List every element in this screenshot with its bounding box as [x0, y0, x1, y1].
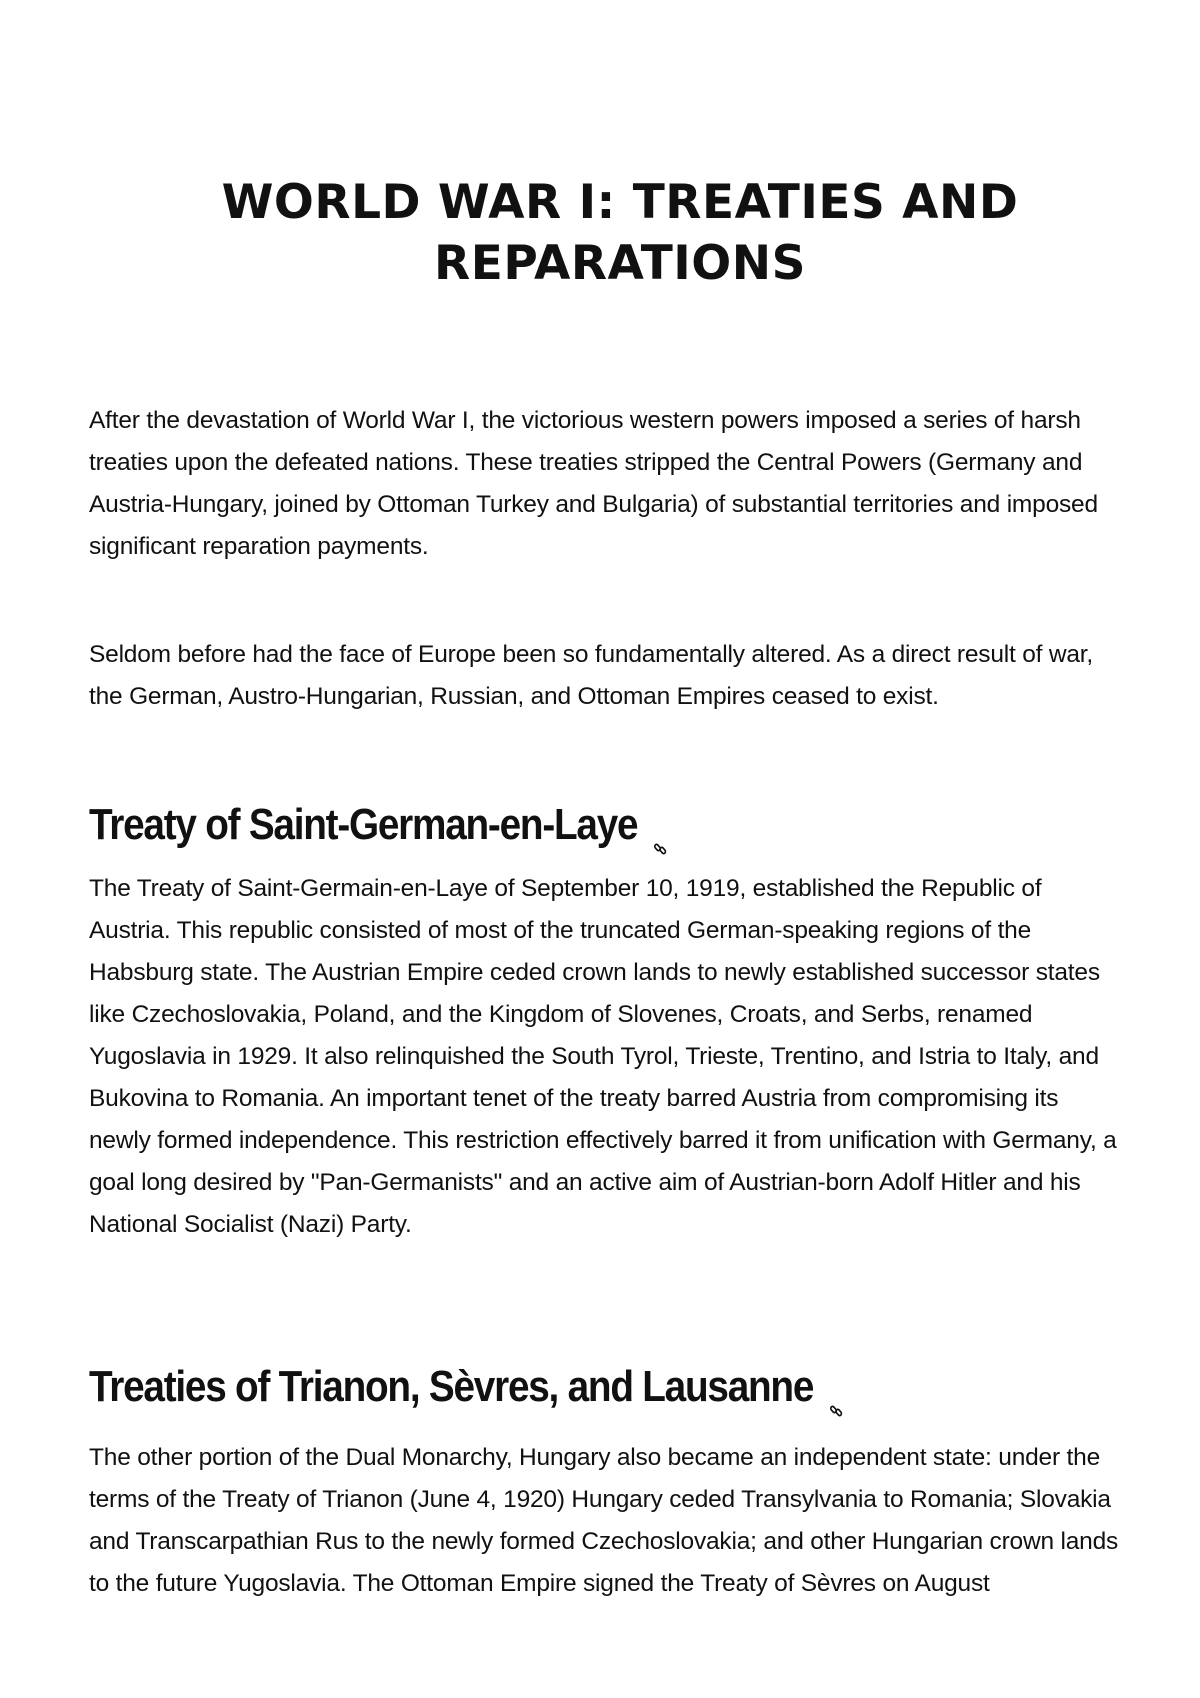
link-icon[interactable]: [829, 1377, 843, 1393]
section-paragraph-trianon: The other portion of the Dual Monarchy, Hungary also became an independent state: under the terms of the Treaty of Trianon (June 4, 1920) Hungary ceded Transylvania to Romania; Slovakia and Transcarpathian Rus to the newly formed Czechoslovakia; and other Hungarian crown lands to the future Yugoslavia. The Ottoman Empire signed the Treaty of Sèvres on August: [89, 1444, 1119, 1597]
section-heading-text: Treaties of Trianon, Sèvres, and Lausanne: [89, 1362, 814, 1411]
section-paragraph-saint-germain: The Treaty of Saint-Germain-en-Laye of September 10, 1919, established the Republic of Austria. This republic consisted of most of the truncated German-speaking regions of the Habsburg state. The Austrian Empire ceded crown lands to newly established successor states like Czechoslovakia, Poland, and the Kingdom of Slovenes, Croats, and Serbs, renamed Yugoslavia in 1929. It also relinquished the South Tyrol, Trieste, Trentino, and Istria to Italy, and Bukovina to Romania. An important tenet of the treaty barred Austria from compromising its newly formed independence. This restriction effectively barred it from unification with Germany, a goal long desired by "Pan-Germanists" and an active aim of Austrian-born Adolf Hitler and his National Socialist (Nazi) Party.: [89, 875, 1117, 1238]
section-heading-text: Treaty of Saint-German-en-Laye: [89, 800, 638, 849]
page-title: WORLD WAR I: TREATIES AND REPARATIONS: [221, 175, 1019, 291]
section-heading-saint-germain: [89, 797, 667, 853]
intro-paragraph-2: Seldom before had the face of Europe been so fundamentally altered. As a direct result of war, the German, Austro-Hungarian, Russian, and Ottoman Empires ceased to exist.: [89, 641, 1094, 710]
link-icon[interactable]: [653, 815, 667, 831]
intro-paragraph-1: After the devastation of World War I, the victorious western powers imposed a series of harsh treaties upon the defeated nations. These treaties stripped the Central Powers (Germany and Austria-Hungary, joined by Ottoman Turkey and Bulgaria) of substantial territories and imposed significant reparation payments.: [89, 407, 1098, 560]
section-heading-trianon: [89, 1359, 843, 1415]
